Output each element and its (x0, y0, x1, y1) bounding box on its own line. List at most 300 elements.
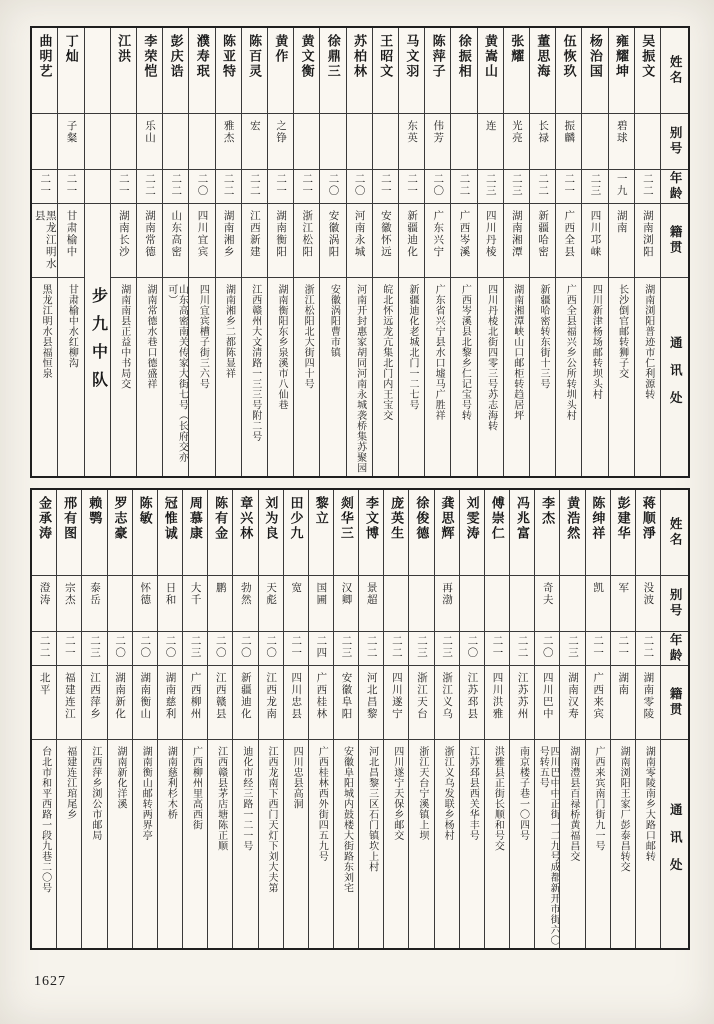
name-cell-text: 濮寿珉 (194, 34, 210, 79)
name-cell-text: 邢有图 (62, 496, 78, 541)
name-cell-text: 黄作 (273, 34, 289, 64)
header-label-text: 别号 (668, 588, 683, 619)
native-place-cell-text: 四川丹棱 (484, 210, 496, 258)
person-column (215, 28, 241, 476)
native-place-cell (294, 204, 319, 278)
age-cell (158, 632, 182, 666)
native-place-cell (425, 204, 450, 278)
native-place-cell-text: 江西龙南 (265, 672, 277, 720)
age-cell (32, 632, 56, 666)
name-cell-text: 赖鹗 (87, 496, 103, 526)
alias-cell (409, 576, 433, 632)
native-place-cell (373, 204, 398, 278)
address-cell (294, 278, 319, 476)
age-cell-text: 二〇 (466, 635, 478, 659)
address-cell (347, 278, 372, 476)
native-place-cell-text: 福建连江 (63, 672, 75, 720)
native-place-cell-text: 湖南零陵 (642, 672, 654, 720)
person-column (32, 490, 56, 948)
native-place-cell-text: 四川忠县 (290, 672, 302, 720)
alias-cell (556, 114, 581, 170)
name-cell (158, 490, 182, 576)
header-label-text: 年龄 (668, 633, 683, 664)
native-place-cell-text: 浙江义乌 (441, 672, 453, 720)
native-place-cell-text: 湖南衡阳 (275, 210, 287, 258)
alias-cell-text: 雅杰 (222, 120, 234, 144)
name-cell (259, 490, 283, 576)
native-place-cell (530, 204, 555, 278)
name-cell-text: 黎立 (313, 496, 329, 526)
header-label (661, 632, 688, 666)
age-cell-text: 二二 (170, 173, 182, 197)
alias-cell (435, 576, 459, 632)
address-cell (535, 740, 559, 948)
alias-cell-text: 国圃 (315, 582, 327, 606)
alias-cell-text: 伟芳 (432, 120, 444, 144)
alias-cell (425, 114, 450, 170)
alias-cell (32, 576, 56, 632)
address-cell (58, 278, 83, 476)
native-place-cell-text: 新疆哈密 (537, 210, 549, 258)
address-cell-text: 河北昌黎三区石门镇坎上村 (366, 746, 378, 872)
alias-cell (636, 576, 660, 632)
name-cell-text: 田少九 (288, 496, 304, 541)
address-cell (133, 740, 157, 948)
address-cell-text: 甘肃榆中水红柳沟 (66, 284, 78, 368)
name-cell (163, 28, 188, 114)
alias-cell (334, 576, 358, 632)
person-column (534, 490, 559, 948)
name-cell-text: 黄文衡 (299, 34, 315, 79)
name-cell-text: 黄嵩山 (483, 34, 498, 79)
age-cell (635, 170, 660, 204)
address-cell-text: 四川宜宾槽子街三六号 (197, 284, 209, 389)
address-cell-text: 湖南新化洋溪 (115, 746, 127, 809)
alias-cell-text: 澄涛 (38, 582, 50, 606)
native-place-cell (359, 666, 383, 740)
native-place-cell-text: 北平 (38, 672, 50, 696)
person-column (157, 490, 182, 948)
name-cell-text: 冠惟诚 (162, 496, 178, 541)
header-label-text: 姓名 (668, 517, 683, 548)
name-cell (320, 28, 345, 114)
alias-cell-text: 振麟 (563, 120, 575, 144)
person-column (610, 490, 635, 948)
name-cell (216, 28, 241, 114)
address-cell (163, 278, 188, 476)
alias-cell (460, 576, 484, 632)
native-place-cell-text: 广西桂林 (315, 672, 327, 720)
age-cell (216, 170, 241, 204)
name-cell (233, 490, 257, 576)
age-cell-text: 二〇 (139, 635, 151, 659)
age-cell-text: 二〇 (353, 173, 365, 197)
address-cell-text: 湖南澧县百禄桥黄福昌交 (567, 746, 579, 862)
age-cell (183, 632, 207, 666)
address-cell-text: 湖南慈利杉木桥 (165, 746, 177, 820)
address-cell (586, 740, 610, 948)
address-cell (334, 740, 358, 948)
alias-cell-text: 汉卿 (340, 582, 352, 606)
address-cell (425, 278, 450, 476)
alias-cell (183, 576, 207, 632)
name-cell-text: 王昭文 (378, 34, 394, 79)
name-cell (242, 28, 267, 114)
age-cell-text: 二〇 (432, 173, 444, 197)
age-cell (556, 170, 581, 204)
address-cell-text: 洪雅县正街长顺和号交 (492, 746, 504, 851)
name-cell-text: 徐振相 (456, 34, 472, 79)
name-cell (82, 490, 106, 576)
age-cell (284, 632, 308, 666)
header-label (661, 576, 688, 632)
alias-cell-text: 景超 (365, 582, 377, 606)
name-cell (32, 28, 57, 114)
address-cell-text: 江西龙南下西门天灯下刘大夫第 (265, 746, 277, 893)
person-column (484, 490, 509, 948)
alias-cell-text: 天彪 (265, 582, 277, 606)
person-column (110, 28, 136, 476)
age-cell (510, 632, 534, 666)
name-cell-text: 陈有金 (213, 496, 229, 541)
person-column (182, 490, 207, 948)
person-column (333, 490, 358, 948)
name-cell-text: 伍恢玖 (561, 34, 577, 79)
native-place-cell-text: 湖南 (615, 210, 627, 234)
name-cell (359, 490, 383, 576)
native-place-cell (163, 204, 188, 278)
age-cell (478, 170, 503, 204)
address-cell (216, 278, 241, 476)
native-place-cell (399, 204, 424, 278)
address-cell-text: 黑龙江明水县福恒泉 (40, 284, 52, 379)
alias-cell (268, 114, 293, 170)
native-place-cell (268, 204, 293, 278)
age-cell (294, 170, 319, 204)
name-cell (510, 490, 534, 576)
person-column (132, 490, 157, 948)
age-cell-text: 二三 (340, 635, 352, 659)
native-place-cell (309, 666, 333, 740)
alias-cell (216, 114, 241, 170)
roster-table-top (30, 26, 690, 478)
age-cell (58, 170, 83, 204)
person-column (293, 28, 319, 476)
name-cell (347, 28, 372, 114)
person-column (136, 28, 162, 476)
native-place-cell-text: 湖南常德 (144, 210, 156, 258)
address-cell-text: 长沙倒官邮转狮子交 (616, 284, 628, 379)
address-cell-text: 广西岑溪县北黎乡仁记宝号转 (459, 284, 471, 421)
native-place-cell-text: 江苏苏州 (516, 672, 528, 720)
native-place-cell (582, 204, 607, 278)
address-cell (510, 740, 534, 948)
name-cell (425, 28, 450, 114)
person-column (581, 28, 607, 476)
age-cell-text: 二〇 (541, 635, 553, 659)
age-cell-text: 二一 (65, 173, 77, 197)
name-cell (85, 28, 110, 114)
name-cell (478, 28, 503, 114)
address-cell (399, 278, 424, 476)
native-place-cell (208, 666, 232, 740)
age-cell-text: 二一 (592, 635, 604, 659)
age-cell-text: 二二 (248, 173, 260, 197)
person-column (608, 28, 634, 476)
name-cell (582, 28, 607, 114)
alias-cell (451, 114, 476, 170)
name-cell (636, 490, 660, 576)
age-cell-text: 二〇 (114, 635, 126, 659)
name-cell-text: 曲明艺 (37, 34, 53, 79)
alias-cell (359, 576, 383, 632)
alias-cell-text: 日和 (164, 582, 176, 606)
address-cell (242, 278, 267, 476)
native-place-cell-text: 新疆迪化 (239, 672, 251, 720)
name-cell (399, 28, 424, 114)
address-cell-text: 浙江义乌发联乡杨村 (442, 746, 454, 841)
name-cell-text: 傅崇仁 (489, 496, 505, 541)
name-cell (611, 490, 635, 576)
person-column (459, 490, 484, 948)
name-cell-text: 龚思辉 (439, 496, 455, 541)
native-place-cell-text: 四川遂宁 (390, 672, 402, 720)
address-cell-text: 浙江天台宁溪镇上坝 (416, 746, 428, 841)
address-cell (384, 740, 408, 948)
native-place-cell-text: 湖南湘乡 (222, 210, 234, 258)
name-cell (556, 28, 581, 114)
name-cell-text: 蒋顺淨 (640, 496, 656, 541)
name-cell (635, 28, 660, 114)
age-cell-text: 二三 (189, 635, 201, 659)
native-place-cell (586, 666, 610, 740)
address-cell-text: 四川巴中中正街一二九号成都新开市街六〇号转五号 (537, 746, 560, 946)
native-place-cell-text: 江西萍乡 (88, 672, 100, 720)
name-cell-text: 陈绅祥 (590, 496, 606, 541)
address-cell-text: 湖南常德水巷口德盛祥 (144, 284, 156, 389)
address-cell (504, 278, 529, 476)
header-column (660, 28, 688, 476)
person-column (81, 490, 106, 948)
name-cell (309, 490, 333, 576)
person-column (372, 28, 398, 476)
native-place-cell-text: 湖南衡山 (139, 672, 151, 720)
alias-cell (399, 114, 424, 170)
address-cell (609, 278, 634, 476)
age-cell-text: 二二 (537, 173, 549, 197)
address-cell-text: 江西赣县茅店塘陈正顺 (215, 746, 227, 851)
address-cell-text: 江西萍乡浏公市邮局 (89, 746, 101, 841)
name-cell-text: 刘为良 (263, 496, 279, 541)
header-label (661, 204, 688, 278)
age-cell (133, 632, 157, 666)
age-cell (85, 170, 110, 204)
native-place-cell-text: 安徽怀远 (379, 210, 391, 258)
name-cell (108, 490, 132, 576)
age-cell (163, 170, 188, 204)
address-cell-text: 福建连江琯尾乡 (64, 746, 76, 820)
alias-cell (189, 114, 214, 170)
person-column (529, 28, 555, 476)
age-cell-text: 二〇 (164, 635, 176, 659)
native-place-cell-text: 湖南新化 (114, 672, 126, 720)
age-cell (242, 170, 267, 204)
address-cell-text: 山东高密南关传家大街七号（长府交亦可） (165, 284, 188, 463)
name-cell-text: 陈敏 (137, 496, 153, 526)
address-cell-text: 湖南浏阳普迹市仁利源转 (642, 284, 654, 400)
alias-cell (85, 114, 110, 170)
address-cell (82, 740, 106, 948)
native-place-cell (636, 666, 660, 740)
alias-cell (384, 576, 408, 632)
name-cell (189, 28, 214, 114)
alias-cell-text: 鹏 (214, 582, 226, 594)
address-cell (309, 740, 333, 948)
alias-cell (294, 114, 319, 170)
age-cell-text: 二二 (222, 173, 234, 197)
age-cell-text: 二一 (275, 173, 287, 197)
name-cell (460, 490, 484, 576)
address-cell (451, 278, 476, 476)
address-cell (556, 278, 581, 476)
alias-cell-text: 碧球 (615, 120, 627, 144)
person-column (555, 28, 581, 476)
age-cell (320, 170, 345, 204)
name-cell (111, 28, 136, 114)
alias-cell (504, 114, 529, 170)
age-cell-text: 二三 (510, 173, 522, 197)
age-cell (582, 170, 607, 204)
person-column (424, 28, 450, 476)
age-cell (636, 632, 660, 666)
name-cell-text: 苏柏林 (351, 34, 367, 79)
alias-cell (635, 114, 660, 170)
age-cell (57, 632, 81, 666)
alias-cell (510, 576, 534, 632)
alias-cell-text: 泰岳 (88, 582, 100, 606)
native-place-cell (635, 204, 660, 278)
address-cell (320, 278, 345, 476)
alias-cell (133, 576, 157, 632)
address-cell (409, 740, 433, 948)
person-column (232, 490, 257, 948)
native-place-cell-text: 安徽涡阳 (327, 210, 339, 258)
address-cell (373, 278, 398, 476)
name-cell (485, 490, 509, 576)
name-cell (294, 28, 319, 114)
address-cell (582, 278, 607, 476)
native-place-cell-text: 广西柳州 (189, 672, 201, 720)
native-place-cell-text: 山东高密 (170, 210, 182, 258)
name-cell-text: 庞英生 (389, 496, 405, 541)
alias-cell (163, 114, 188, 170)
alias-cell-text: 宏 (248, 120, 260, 132)
alias-cell (111, 114, 136, 170)
name-cell (133, 490, 157, 576)
person-column (32, 28, 57, 476)
person-column (434, 490, 459, 948)
address-cell-text: 广西柳州里高西街 (190, 746, 202, 830)
native-place-cell (233, 666, 257, 740)
native-place-cell (556, 204, 581, 278)
address-cell-text: 广西来宾南门街九一号 (593, 746, 604, 851)
person-column (509, 490, 534, 948)
name-cell-text: 董思海 (535, 34, 551, 79)
name-cell (504, 28, 529, 114)
name-cell (183, 490, 207, 576)
alias-cell (478, 114, 503, 170)
name-cell (284, 490, 308, 576)
person-column (585, 490, 610, 948)
name-cell (435, 490, 459, 576)
person-column (241, 28, 267, 476)
alias-cell (108, 576, 132, 632)
address-cell (233, 740, 257, 948)
alias-cell-text: 子粲 (65, 120, 77, 144)
name-cell-text: 李荣恺 (142, 34, 158, 79)
address-cell (636, 740, 660, 948)
native-place-cell (284, 666, 308, 740)
name-cell (373, 28, 398, 114)
header-label (661, 740, 688, 948)
age-cell-text: 一九 (615, 173, 627, 197)
name-cell-text: 徐鼎三 (325, 34, 341, 79)
address-cell-text: 四川丹棱北街四零三号苏志海转 (485, 284, 497, 431)
person-column (207, 490, 232, 948)
address-cell-text: 江西赣州大文清路一三三号附二号 (249, 284, 261, 442)
native-place-cell (158, 666, 182, 740)
address-cell (478, 278, 503, 476)
age-cell-text: 二三 (566, 635, 578, 659)
age-cell-text: 二一 (379, 173, 391, 197)
alias-cell-text: 军 (617, 582, 629, 594)
alias-cell (582, 114, 607, 170)
alias-cell-text: 没波 (642, 582, 654, 606)
native-place-cell-text: 湖南汉寿 (566, 672, 578, 720)
address-cell (460, 740, 484, 948)
age-cell (384, 632, 408, 666)
address-cell-text: 浙江松阳北大街四十号 (302, 284, 314, 389)
name-cell (409, 490, 433, 576)
person-column (503, 28, 529, 476)
page-number: 1627 (34, 974, 66, 989)
age-cell (82, 632, 106, 666)
native-place-cell-text: 江苏邳县 (466, 672, 478, 720)
age-cell-text: 二一 (491, 635, 503, 659)
alias-cell (530, 114, 555, 170)
alias-cell-text: 之铮 (275, 120, 287, 144)
header-label (661, 666, 688, 740)
address-cell (268, 278, 293, 476)
address-cell-text: 江苏邳县西关华丰号 (467, 746, 479, 841)
address-cell-text: 迪化市经三路一二一号 (240, 746, 252, 851)
age-cell-text: 二〇 (327, 173, 339, 197)
age-cell (334, 632, 358, 666)
native-place-cell (82, 666, 106, 740)
native-place-cell (137, 204, 162, 278)
native-place-cell-text: 湖南浏阳 (641, 210, 653, 258)
name-cell-text: 雍耀坤 (614, 34, 630, 79)
address-cell-text: 安徽阜阳城内鼓楼大街路东刘宅 (341, 746, 353, 893)
person-column (258, 490, 283, 948)
person-column (398, 28, 424, 476)
native-place-cell-text: 浙江天台 (416, 672, 428, 720)
name-cell (58, 28, 83, 114)
header-label-text: 年龄 (668, 171, 683, 202)
name-cell-text: 李文博 (364, 496, 380, 541)
name-cell-text: 彭建华 (615, 496, 631, 541)
age-cell-text: 二二 (642, 635, 654, 659)
